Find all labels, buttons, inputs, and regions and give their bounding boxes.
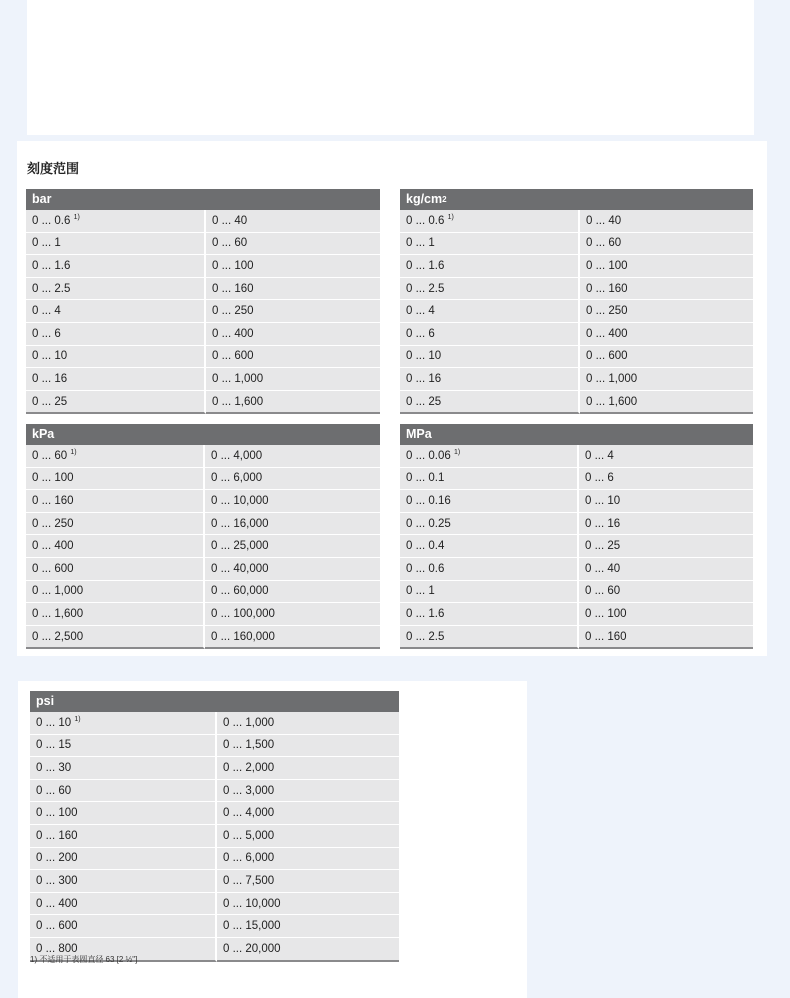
range-cell: 0 ... 40	[579, 558, 753, 581]
range-cell: 0 ... 2.5	[400, 626, 579, 650]
range-cell: 0 ... 0.1	[400, 468, 579, 491]
range-cell: 0 ... 4	[579, 445, 753, 468]
range-cell: 0 ... 0.6 $^{1)}$	[26, 210, 206, 233]
range-cell: 0 ... 200	[30, 848, 217, 871]
range-cell: 0 ... 1.6	[400, 603, 579, 626]
range-cell: 0 ... 2,000	[217, 757, 399, 780]
table-row	[26, 300, 380, 323]
table-row	[400, 581, 753, 604]
range-cell: 0 ... 160	[580, 278, 753, 301]
range-cell: 0 ... 2.5	[400, 278, 580, 301]
range-cell: 0 ... 60	[579, 581, 753, 604]
range-cell: 0 ... 800	[30, 938, 217, 962]
range-cell: 0 ... 1,000	[217, 712, 399, 735]
range-cell: 0 ... 10 $^{1)}$	[30, 712, 217, 735]
range-cell: 0 ... 6	[26, 323, 206, 346]
range-cell: 0 ... 3,000	[217, 780, 399, 803]
range-cell: 0 ... 1,500	[217, 735, 399, 758]
section-title: 刻度范围	[27, 161, 80, 176]
table-row	[400, 323, 753, 346]
range-cell: 0 ... 16	[400, 368, 580, 391]
range-cell: 0 ... 160	[206, 278, 380, 301]
range-cell: 0 ... 2,500	[26, 626, 205, 650]
range-cell: 0 ... 100,000	[205, 603, 380, 626]
table-row	[26, 346, 380, 369]
table-row	[30, 915, 399, 938]
range-cell: 0 ... 100	[30, 802, 217, 825]
range-cell: 0 ... 10,000	[205, 490, 380, 513]
range-cell: 0 ... 1,600	[580, 391, 753, 415]
range-cell: 0 ... 0.25	[400, 513, 579, 536]
range-cell: 0 ... 25	[400, 391, 580, 415]
range-cell: 0 ... 16	[26, 368, 206, 391]
table-mpa	[400, 424, 753, 649]
range-cell: 0 ... 60	[30, 780, 217, 803]
range-cell: 0 ... 1,600	[26, 603, 205, 626]
range-cell: 0 ... 400	[580, 323, 753, 346]
table-row	[26, 233, 380, 256]
range-cell: 0 ... 6	[579, 468, 753, 491]
table-row	[400, 626, 753, 650]
range-cell: 0 ... 160	[579, 626, 753, 650]
table-row	[400, 233, 753, 256]
table-row	[30, 712, 399, 735]
range-cell: 0 ... 1,000	[206, 368, 380, 391]
range-cell: 0 ... 0.4	[400, 535, 579, 558]
range-cell: 0 ... 300	[30, 870, 217, 893]
table-row	[30, 893, 399, 916]
table-row	[400, 210, 753, 233]
range-cell: 0 ... 400	[30, 893, 217, 916]
range-cell: 0 ... 250	[26, 513, 205, 536]
table-row	[26, 603, 380, 626]
range-cell: 0 ... 100	[26, 468, 205, 491]
range-cell: 0 ... 100	[206, 255, 380, 278]
table-row	[26, 490, 380, 513]
table-row	[26, 255, 380, 278]
table-psi	[30, 691, 399, 962]
range-cell: 0 ... 60 $^{1)}$	[26, 445, 205, 468]
table-row	[400, 558, 753, 581]
range-cell: 0 ... 10	[26, 346, 206, 369]
table-row	[400, 368, 753, 391]
range-cell: 0 ... 60	[580, 233, 753, 256]
table-row	[400, 391, 753, 415]
range-cell: 0 ... 4,000	[217, 802, 399, 825]
range-cell: 0 ... 10	[400, 346, 580, 369]
table-header: MPa	[400, 424, 753, 445]
range-cell: 0 ... 15	[30, 735, 217, 758]
table-row	[400, 535, 753, 558]
range-cell: 0 ... 40	[580, 210, 753, 233]
table-row	[400, 468, 753, 491]
range-cell: 0 ... 100	[579, 603, 753, 626]
range-cell: 0 ... 400	[206, 323, 380, 346]
range-cell: 0 ... 250	[580, 300, 753, 323]
range-cell: 0 ... 160	[30, 825, 217, 848]
range-cell: 0 ... 10	[579, 490, 753, 513]
range-cell: 0 ... 1	[26, 233, 206, 256]
footnote: 1) 不适用于表圆直径 63 [2 ½"]	[30, 955, 138, 964]
table-row	[30, 735, 399, 758]
table-row	[30, 825, 399, 848]
table-row	[30, 870, 399, 893]
top-blank-panel	[27, 0, 754, 135]
range-cell: 0 ... 600	[26, 558, 205, 581]
table-header: bar	[26, 189, 380, 210]
range-cell: 0 ... 600	[30, 915, 217, 938]
table-row	[26, 513, 380, 536]
table-row	[26, 391, 380, 415]
range-cell: 0 ... 40,000	[205, 558, 380, 581]
range-cell: 0 ... 6,000	[205, 468, 380, 491]
range-cell: 0 ... 4	[26, 300, 206, 323]
table-kpa	[26, 424, 380, 649]
table-row	[400, 255, 753, 278]
table-header: kPa	[26, 424, 380, 445]
range-cell: 0 ... 20,000	[217, 938, 399, 962]
range-cell: 0 ... 5,000	[217, 825, 399, 848]
table-row	[26, 558, 380, 581]
range-cell: 0 ... 25,000	[205, 535, 380, 558]
range-cell: 0 ... 600	[206, 346, 380, 369]
table-row	[26, 368, 380, 391]
range-cell: 0 ... 60	[206, 233, 380, 256]
range-cell: 0 ... 2.5	[26, 278, 206, 301]
range-cell: 0 ... 6	[400, 323, 580, 346]
range-cell: 0 ... 16,000	[205, 513, 380, 536]
range-cell: 0 ... 100	[580, 255, 753, 278]
range-cell: 0 ... 1,000	[26, 581, 205, 604]
range-cell: 0 ... 1.6	[26, 255, 206, 278]
table-row	[400, 278, 753, 301]
range-cell: 0 ... 15,000	[217, 915, 399, 938]
table-row	[26, 445, 380, 468]
table-header: psi	[30, 691, 399, 712]
range-cell: 0 ... 25	[26, 391, 206, 415]
range-cell: 0 ... 160	[26, 490, 205, 513]
table-kgcm2	[400, 189, 753, 414]
table-row	[26, 581, 380, 604]
table-row	[400, 490, 753, 513]
footnote-marker: 1)	[453, 448, 461, 456]
table-row	[30, 780, 399, 803]
table-row	[26, 323, 380, 346]
table-row	[26, 468, 380, 491]
range-cell: 0 ... 400	[26, 535, 205, 558]
range-cell: 0 ... 1,000	[580, 368, 753, 391]
range-cell: 0 ... 25	[579, 535, 753, 558]
table-header: $kg/cm^2$	[400, 189, 753, 210]
table-row	[30, 848, 399, 871]
range-cell: 0 ... 0.06 $^{1)}$	[400, 445, 579, 468]
footnote-marker: 1)	[447, 213, 454, 221]
range-cell: 0 ... 600	[580, 346, 753, 369]
range-cell: 0 ... 160,000	[205, 626, 380, 650]
table-row	[400, 603, 753, 626]
table-row	[400, 513, 753, 536]
footnote-marker: 1)	[73, 213, 80, 221]
range-cell: 0 ... 0.6 $^{1)}$	[400, 210, 580, 233]
range-cell: 0 ... 7,500	[217, 870, 399, 893]
footnote-marker: 1)	[74, 715, 81, 723]
range-cell: 0 ... 1	[400, 233, 580, 256]
range-cell: 0 ... 10,000	[217, 893, 399, 916]
table-bar	[26, 189, 380, 414]
table-row	[26, 210, 380, 233]
range-cell: 0 ... 6,000	[217, 848, 399, 871]
table-row	[30, 757, 399, 780]
range-cell: 0 ... 60,000	[205, 581, 380, 604]
range-cell: 0 ... 30	[30, 757, 217, 780]
footnote-marker: 1)	[70, 448, 77, 456]
table-row	[26, 535, 380, 558]
table-row	[30, 802, 399, 825]
table-row	[26, 626, 380, 650]
range-cell: 0 ... 1,600	[206, 391, 380, 415]
range-cell: 0 ... 4	[400, 300, 580, 323]
range-cell: 0 ... 4,000	[205, 445, 380, 468]
table-row	[400, 346, 753, 369]
table-row	[400, 445, 753, 468]
table-row	[26, 278, 380, 301]
range-cell: 0 ... 16	[579, 513, 753, 536]
range-cell: 0 ... 40	[206, 210, 380, 233]
range-cell: 0 ... 1.6	[400, 255, 580, 278]
range-cell: 0 ... 250	[206, 300, 380, 323]
range-cell: 0 ... 0.16	[400, 490, 579, 513]
range-cell: 0 ... 1	[400, 581, 579, 604]
range-cell: 0 ... 0.6	[400, 558, 579, 581]
table-row	[400, 300, 753, 323]
